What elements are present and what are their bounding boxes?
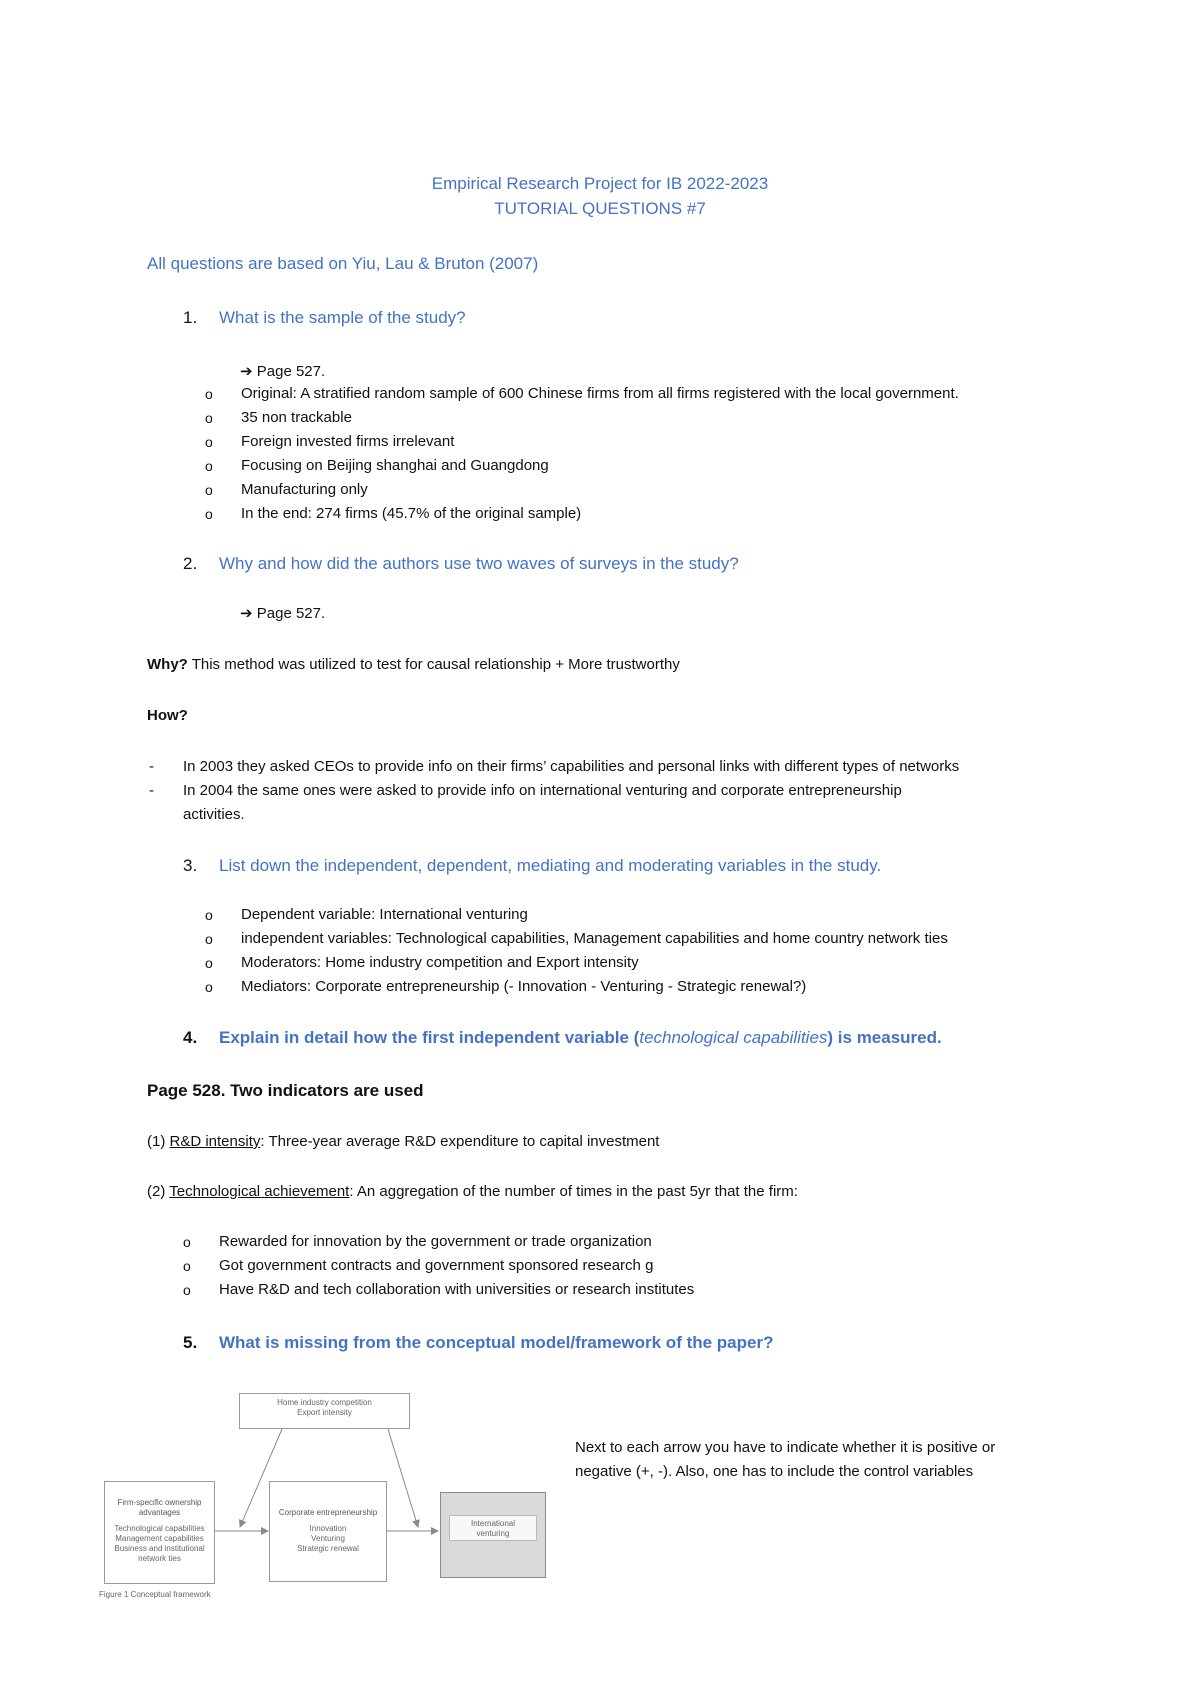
bullet-marker: o [205, 386, 213, 402]
left-title-line-1: Firm-specific ownership [117, 1498, 202, 1507]
list-item: Moderators: Home industry competition and Export intensity [241, 954, 639, 971]
list-item: 35 non trackable [241, 409, 352, 426]
list-item: Rewarded for innovation by the government or trade organization [219, 1233, 652, 1250]
left-item: Management capabilities [115, 1534, 204, 1543]
why-label: Why? [147, 656, 188, 673]
moderator-box [239, 1393, 410, 1429]
indicator-2-text: : An aggregation of the number of times in the past 5yr that the firm: [349, 1183, 798, 1200]
corporate-entrepreneurship-box [269, 1481, 387, 1582]
indicator-1-number: (1) [147, 1133, 170, 1150]
mid-title: Corporate entrepreneurship [278, 1508, 378, 1517]
q4-text-b: ) is measured. [827, 1028, 942, 1047]
side-note-line-1: Next to each arrow you have to indicate whether it is positive or [575, 1439, 996, 1456]
list-item: Manufacturing only [241, 481, 368, 498]
side-note-line-2: negative (+, -). Also, one has to include the control variables [575, 1463, 974, 1480]
indicator-1-text: : Three-year average R&D expenditure to capital investment [260, 1133, 660, 1150]
list-item: independent variables: Technological capabilities, Management capabilities and home country network ties [241, 930, 948, 947]
arrow-icon: ➔ [240, 605, 253, 622]
q2-question: Why and how did the authors use two waves of surveys in the study? [219, 554, 739, 573]
q5-number: 5. [183, 1333, 198, 1352]
left-title-line-2: advantages [138, 1508, 181, 1517]
q4-lead: Page 528. Two indicators are used [147, 1081, 424, 1100]
why-text: This method was utilized to test for causal relationship + More trustworthy [187, 656, 680, 673]
moderator-line-2: Export intensity [297, 1408, 352, 1417]
q3-number: 3. [183, 856, 198, 875]
list-item: Dependent variable: International venturing [241, 906, 528, 923]
bullet-marker: o [205, 482, 213, 498]
arrow-moderator-right [388, 1429, 418, 1527]
q2-number: 2. [183, 554, 198, 573]
mid-item: Innovation [309, 1524, 347, 1533]
bullet-marker: o [205, 434, 213, 450]
bullet-marker: o [205, 931, 213, 947]
bullet-marker: o [205, 907, 213, 923]
document-title: Empirical Research Project for IB 2022-2023 [431, 174, 769, 193]
arrow-icon: ➔ [240, 363, 253, 380]
list-item: In 2003 they asked CEOs to provide info on their firms’ capabilities and personal links with different types of networks [183, 758, 960, 775]
right-line-1: International [470, 1519, 516, 1528]
bullet-marker: o [183, 1282, 191, 1298]
list-item: Foreign invested firms irrelevant [241, 433, 455, 450]
mid-item: Strategic renewal [297, 1544, 359, 1553]
mid-item: Venturing [311, 1534, 345, 1543]
international-venturing-box [440, 1492, 546, 1578]
list-item: Focusing on Beijing shanghai and Guangdong [241, 457, 549, 474]
bullet-marker: o [205, 410, 213, 426]
bullet-marker: o [205, 955, 213, 971]
document-subtitle: TUTORIAL QUESTIONS #7 [494, 199, 706, 218]
right-line-2: venturing [476, 1529, 510, 1538]
figure-caption: Figure 1 Conceptual framework [99, 1590, 211, 1599]
q2-page-ref-text: Page 527. [256, 605, 326, 622]
bullet-marker: o [205, 458, 213, 474]
indicator-2-label: Technological achievement [169, 1183, 350, 1200]
list-item: Have R&D and tech collaboration with universities or research institutes [219, 1281, 695, 1298]
left-item: Technological capabilities [114, 1524, 205, 1533]
intro-line: All questions are based on Yiu, Lau & Bruton (2007) [147, 254, 539, 273]
q1-page-ref-text: Page 527. [256, 363, 326, 380]
bullet-marker: o [205, 979, 213, 995]
ownership-advantages-box [104, 1481, 215, 1584]
dash-marker: - [149, 782, 154, 799]
q3-question: List down the independent, dependent, mediating and moderating variables in the study. [219, 856, 882, 875]
list-item: In the end: 274 firms (45.7% of the original sample) [241, 505, 582, 522]
q4-text-a: Explain in detail how the first independent variable ( [219, 1028, 640, 1047]
list-item-continuation: activities. [183, 806, 245, 823]
list-item: Got government contracts and government sponsored research g [219, 1257, 654, 1274]
how-label: How? [147, 707, 188, 724]
international-venturing-label [449, 1515, 537, 1541]
left-item: network ties [138, 1554, 181, 1563]
indicator-1-label: R&D intensity [169, 1133, 261, 1150]
bullet-marker: o [183, 1258, 191, 1274]
dash-marker: - [149, 758, 154, 775]
list-item: Mediators: Corporate entrepreneurship (- Innovation - Venturing - Strategic renewal?) [241, 978, 807, 995]
q5-question: What is missing from the conceptual model/framework of the paper? [219, 1333, 774, 1352]
list-item: In 2004 the same ones were asked to provide info on international venturing and corporate entrepreneurship [183, 782, 902, 799]
q1-number: 1. [183, 308, 198, 327]
moderator-line-1: Home industry competition [277, 1398, 372, 1407]
q4-number: 4. [183, 1028, 198, 1047]
q4-text-italic: technological capabilities [639, 1028, 828, 1047]
list-item: Original: A stratified random sample of 600 Chinese firms from all firms registered with the local government. [241, 385, 959, 402]
indicator-2-number: (2) [147, 1183, 170, 1200]
bullet-marker: o [183, 1234, 191, 1250]
bullet-marker: o [205, 506, 213, 522]
q1-question: What is the sample of the study? [219, 308, 466, 327]
left-item: Business and institutional [114, 1544, 205, 1553]
